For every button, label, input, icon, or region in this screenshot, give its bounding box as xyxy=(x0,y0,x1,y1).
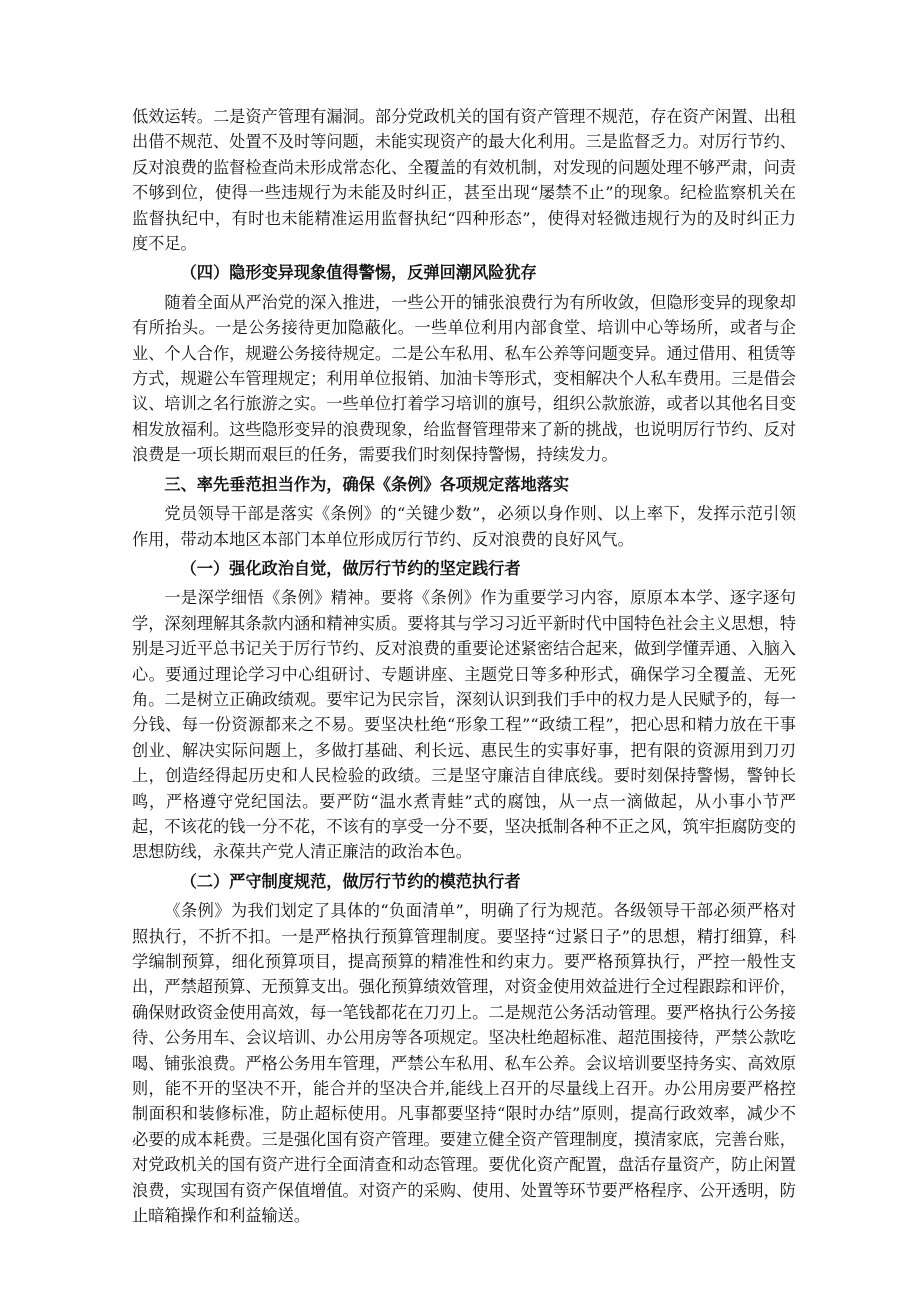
paragraph-institutional-norms: 《条例》为我们划定了具体的“负面清单”，明确了行为规范。各级领导干部必须严格对照执行，不折不扣。一是严格执行预算管理制度。要坚持“过紧日子”的思想，精打细算，科学编制预算，细化预算项目，提高预算的精准性和约束力。要严格预算执行，严控一般性支出，严禁超预算、无预算支出。强化预算绩效管理，对资金使用效益进行全过程跟踪和评价，确保财政资金使用高效，每一笔钱都花在刀刃上。二是规范公务活动管理。要严格执行公务接待、公务用车、会议培训、办公用房等各项规定。坚决杜绝超标准、超范围接待，严禁公款吃喝、铺张浪费。严格公务用车管理，严禁公车私用、私车公养。会议培训要坚持务实、高效原则，能不开的坚决不开，能合并的坚决合并,能线上召开的尽量线上召开。办公用房要严格控制面积和装修标准，防止超标使用。凡事都要坚持“限时办结”原则，提高行政效率，减少不必要的成本耗费。三是强化国有资产管理。要建立健全资产管理制度，摸清家底，完善台账，对党政机关的国有资产进行全面清查和动态管理。要优化资产配置，盘活存量资产，防止闲置浪费，实现国有资产保值增值。对资产的采购、使用、处置等环节要严格程序、公开透明，防止暗箱操作和利益输送。 xyxy=(132,901,796,1226)
paragraph-leading-cadres: 党员领导干部是落实《条例》的“关键少数”，必须以身作则、以上率下，发挥示范引领作用，带动本地区本部门本单位形成厉行节约、反对浪费的良好风气。 xyxy=(132,504,796,549)
document-body xyxy=(132,104,796,1228)
paragraph-asset-management: 低效运转。二是资产管理有漏洞。部分党政机关的国有资产管理不规范，存在资产闲置、出租出借不规范、处置不及时等问题，未能实现资产的最大化利用。三是监督乏力。对厉行节约、反对浪费的监督检查尚未形成常态化、全覆盖的有效机制，对发现的问题处理不够严肃，问责不够到位，使得一些违规行为未能及时纠正，甚至出现“屡禁不止”的现象。纪检监察机关在监督执纪中，有时也未能精准运用监督执纪“四种形态”，使得对轻微违规行为的及时纠正力度不足。 xyxy=(132,107,796,254)
chapter-heading-three: 三、率先垂范担当作为，确保《条例》各项规定落地落实 xyxy=(164,474,570,494)
paragraph-political-awareness: 一是深学细悟《条例》精神。要将《条例》作为重要学习内容，原原本本学、逐字逐句学，深刻理解其条款内涵和精神实质。要将其与学习习近平新时代中国特色社会主义思想，特别是习近平总书记关于厉行节约、反对浪费的重要论述紧密结合起来，做到学懂弄通、入脑入心。要通过理论学习中心组研讨、专题讲座、主题党日等多种形式，确保学习全覆盖、无死角。二是树立正确政绩观。要牢记为民宗旨，深刻认识到我们手中的权力是人民赋予的，每一分钱、每一份资源都来之不易。要坚决杜绝“形象工程”“政绩工程”，把心思和精力放在干事创业、解决实际问题上，多做打基础、利长远、惠民生的实事好事，把有限的资源用到刀刃上，创造经得起历史和人民检验的政绩。三是坚守廉洁自律底线。要时刻保持警惕，警钟长鸣，严格遵守党纪国法。要严防“温水煮青蛙”式的腐蚀，从一点一滴做起，从小事小节严起，不该花的钱一分不花，不该有的享受一分不要，坚决抵制各种不正之风，筑牢拒腐防变的思想防线，永葆共产党人清正廉洁的政治本色。 xyxy=(132,588,796,862)
section-heading-institutional-norms: （二）严守制度规范，做厉行节约的模范执行者 xyxy=(180,871,521,891)
paragraph-hidden-variation: 随着全面从严治党的深入推进，一些公开的铺张浪费行为有所收敛，但隐形变异的现象却有所抬头。一是公务接待更加隐蔽化。一些单位利用内部食堂、培训中心等场所，或者与企业、个人合作，规避公务接待规定。二是公车私用、私车公养等问题变异。通过借用、租赁等方式，规避公车管理规定；利用单位报销、加油卡等形式，变相解决个人私车费用。三是借会议、培训之名行旅游之实。一些单位打着学习培训的旗号，组织公款旅游，或者以其他名目变相发放福利。这些隐形变异的浪费现象，给监督管理带来了新的挑战，也说明厉行节约、反对浪费是一项长期而艰巨的任务，需要我们时刻保持警惕，持续发力。 xyxy=(132,292,796,465)
section-heading-hidden-variation: （四）隐形变异现象值得警惕，反弹回潮风险犹存 xyxy=(180,263,537,283)
section-heading-political-awareness: （一）强化政治自觉，做厉行节约的坚定践行者 xyxy=(180,558,521,578)
